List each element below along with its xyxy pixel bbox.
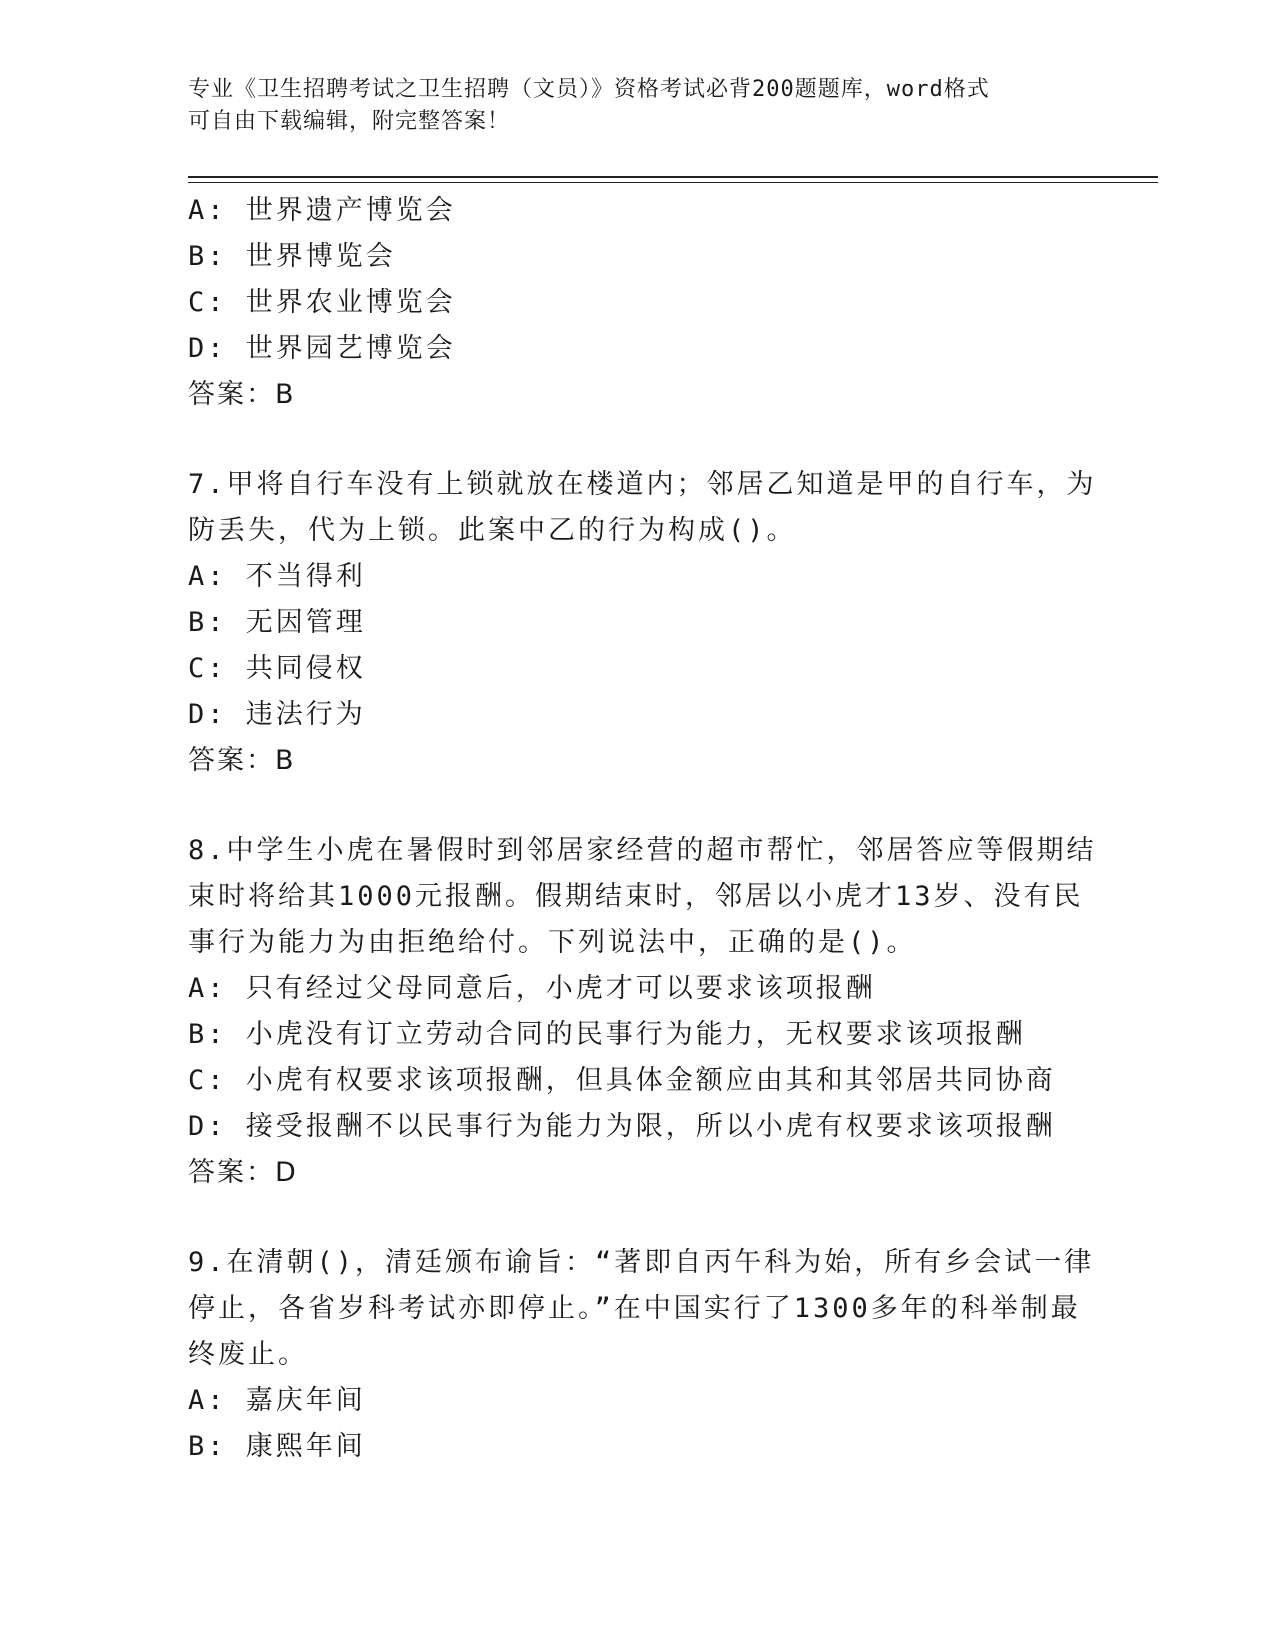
question-stem-line: 事行为能力为由拒绝给付。下列说法中，正确的是()。	[188, 927, 917, 958]
question-stem-line: 7.甲将自行车没有上锁就放在楼道内；邻居乙知道是甲的自行车，为	[188, 469, 1097, 500]
option-d: D: 违法行为	[188, 699, 366, 730]
option-c: C: 世界农业博览会	[188, 287, 456, 318]
option-d: D: 世界园艺博览会	[188, 333, 456, 364]
question-stem	[188, 828, 1097, 966]
option-b: B: 无因管理	[188, 607, 366, 638]
option-b: B: 康熙年间	[188, 1431, 366, 1462]
header-line-2: 可自由下载编辑，附完整答案！	[188, 109, 511, 134]
option-a: A: 嘉庆年间	[188, 1385, 366, 1416]
question-stem-line: 束时将给其1000元报酬。假期结束时，邻居以小虎才13岁、没有民	[188, 881, 1084, 912]
question-7-block	[188, 462, 1097, 784]
question-6-block	[188, 188, 1088, 418]
question-stem-line: 9.在清朝()，清廷颁布谕旨：“著即自丙午科为始，所有乡会试一律	[188, 1247, 1095, 1278]
question-stem	[188, 1240, 1095, 1378]
question-stem-line: 防丢失，代为上锁。此案中乙的行为构成()。	[188, 515, 797, 546]
header-rule-thin	[188, 182, 1158, 183]
option-c: C: 小虎有权要求该项报酬，但具体金额应由其和其邻居共同协商	[188, 1065, 1056, 1096]
answer-label: 答案：D	[188, 1157, 298, 1188]
option-c: C: 共同侵权	[188, 653, 366, 684]
question-stem	[188, 462, 1097, 554]
question-content	[188, 188, 1097, 1470]
option-a: A: 世界遗产博览会	[188, 195, 456, 226]
header-line-1: 专业《卫生招聘考试之卫生招聘（文员）》资格考试必背200题题库，word格式	[188, 77, 990, 102]
header-rule-thick	[188, 176, 1158, 178]
option-d: D: 接受报酬不以民事行为能力为限，所以小虎有权要求该项报酬	[188, 1111, 1056, 1142]
spacer	[188, 1196, 1088, 1240]
answer-label: 答案：B	[188, 379, 296, 410]
question-stem-line: 终废止。	[188, 1339, 308, 1370]
question-stem-line: 8.中学生小虎在暑假时到邻居家经营的超市帮忙，邻居答应等假期结	[188, 835, 1097, 866]
option-a: A: 只有经过父母同意后，小虎才可以要求该项报酬	[188, 973, 876, 1004]
spacer	[188, 784, 1088, 828]
question-8-block	[188, 828, 1097, 1196]
option-b: B: 世界博览会	[188, 241, 396, 272]
question-stem-line: 停止，各省岁科考试亦即停止。”在中国实行了1300多年的科举制最	[188, 1293, 1081, 1324]
spacer	[188, 418, 1088, 462]
answer-label: 答案：B	[188, 745, 296, 776]
option-b: B: 小虎没有订立劳动合同的民事行为能力，无权要求该项报酬	[188, 1019, 1026, 1050]
question-9-block	[188, 1240, 1095, 1470]
document-header	[188, 74, 1088, 138]
option-a: A: 不当得利	[188, 561, 366, 592]
